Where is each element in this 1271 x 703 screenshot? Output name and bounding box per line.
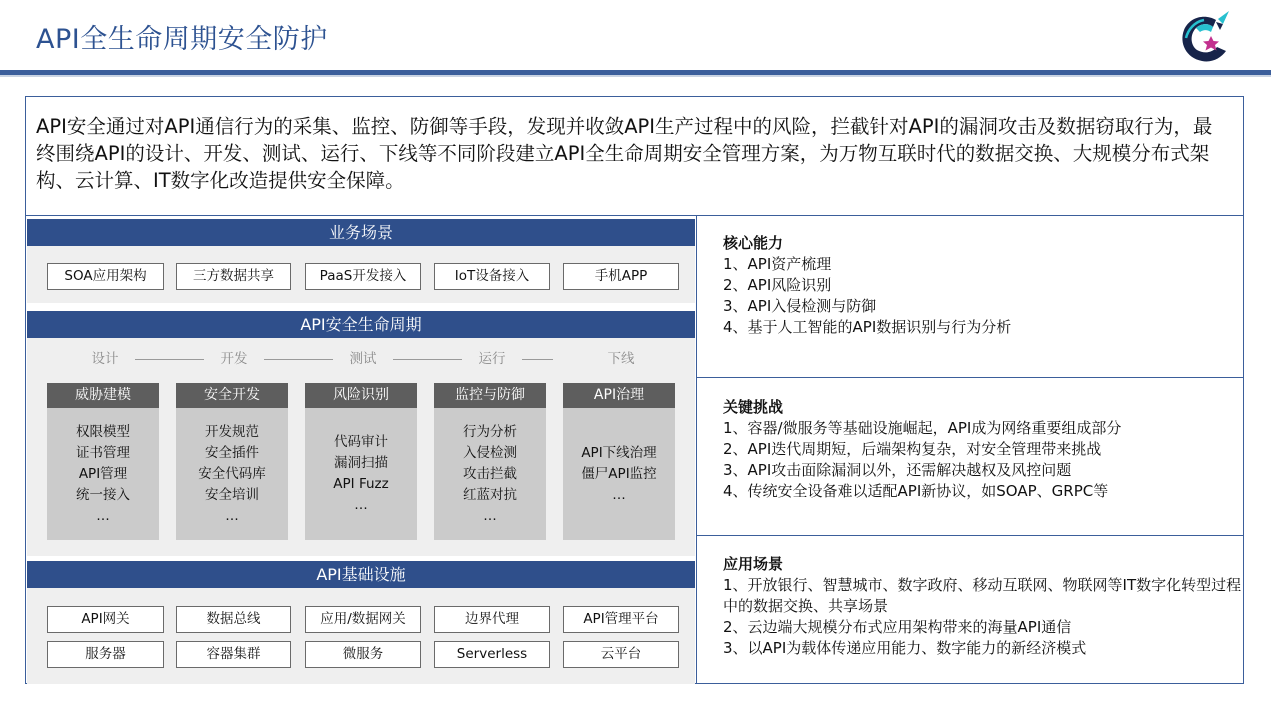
column-line: 开发规范 [205,423,259,440]
business-item: IoT设备接入 [434,263,550,290]
stage-label: 开发 [204,347,264,371]
column-head-monitoring-defense: 监控与防御 [434,383,546,408]
infra-item: 微服务 [305,641,421,668]
core-capability-item: 4、基于人工智能的API数据识别与行为分析 [723,318,1012,336]
column-body-api-governance [563,408,675,540]
column-body-monitoring-defense [434,408,546,540]
stage-label: 下线 [591,347,651,371]
column-line: 证书管理 [76,444,130,461]
infrastructure-area [27,588,695,684]
column-line: API下线治理 [581,444,657,461]
key-challenges-heading: 关键挑战 [723,398,784,416]
challenge-item: 1、容器/微服务等基础设施崛起，API成为网络重要组成部分 [723,419,1122,437]
stage-label: 测试 [333,347,393,371]
scenario-item: 1、开放银行、智慧城市、数字政府、移动互联网、物联网等IT数字化转型过程中的数据交换、共享场景 [723,576,1242,615]
column-head-risk-identification: 风险识别 [305,383,417,408]
content-frame [25,96,1244,684]
stage-label: 设计 [75,347,135,371]
infra-item: 边界代理 [434,606,550,633]
header-rule-light [0,75,1271,77]
column-line: 安全代码库 [198,465,266,482]
column-body-secure-dev [176,408,288,540]
column-line: 统一接入 [76,486,130,503]
infra-item: API管理平台 [563,606,679,633]
challenge-item: 4、传统安全设备难以适配API新协议，如SOAP、GRPC等 [723,482,1109,500]
column-head-threat-modeling: 威胁建模 [47,383,159,408]
core-capability-item: 2、API风险识别 [723,276,832,294]
infra-item: Serverless [434,641,550,668]
key-challenges-section [723,397,1243,502]
column-head-secure-dev: 安全开发 [176,383,288,408]
business-item: 手机APP [563,263,679,290]
column-line: … [483,507,497,524]
column-line: 漏洞扫描 [334,455,388,471]
column-line: 入侵检测 [463,444,517,461]
column-line: 僵尸API监控 [581,465,657,482]
column-line: 攻击拦截 [463,465,517,482]
column-line: … [96,507,110,524]
infra-item: API网关 [47,606,164,633]
column-body-risk-identification [305,408,417,540]
core-capability-item: 3、API入侵检测与防御 [723,297,877,315]
page-title: API全生命周期安全防护 [36,24,328,55]
lifecycle-band: API安全生命周期 [27,311,695,338]
application-scenarios-heading: 应用场景 [723,555,784,573]
column-head-api-governance: API治理 [563,383,675,408]
business-item: PaaS开发接入 [305,263,421,290]
business-band: 业务场景 [27,219,695,246]
core-capability-item: 1、API资产梳理 [723,255,832,273]
column-line: API Fuzz [333,476,389,492]
column-line: API管理 [78,465,128,482]
infra-item: 服务器 [47,641,164,668]
column-body-threat-modeling [47,408,159,540]
right-divider [697,377,1243,378]
challenge-item: 2、API迭代周期短，后端架构复杂，对安全管理带来挑战 [723,440,1102,458]
scenario-item: 2、云边端大规模分布式应用架构带来的海量API通信 [723,618,1072,636]
stage-timeline [27,347,695,371]
column-line: 权限模型 [76,423,130,440]
column-line: … [225,507,239,524]
infrastructure-band: API基础设施 [27,561,695,588]
infra-item: 数据总线 [176,606,291,633]
core-capabilities-heading: 核心能力 [723,234,784,252]
challenge-item: 3、API攻击面除漏洞以外，还需解决越权及风控问题 [723,461,1072,479]
column-line: 行为分析 [463,423,517,440]
application-scenarios-section [723,554,1243,659]
business-item: SOA应用架构 [47,263,164,290]
column-line: 安全插件 [205,444,259,461]
unicorn-logo-icon [1176,10,1232,66]
column-line: … [612,486,626,503]
right-divider [697,535,1243,536]
infra-item: 应用/数据网关 [305,606,421,633]
scenario-item: 3、以API为载体传递应用能力、数字能力的新经济模式 [723,639,1087,657]
column-line: 红蓝对抗 [463,486,517,503]
panel-divider [696,215,697,684]
column-line: … [354,497,368,513]
intro-paragraph: API安全通过对API通信行为的采集、监控、防御等手段，发现并收敛API生产过程中的风险，拦截针对API的漏洞攻击及数据窃取行为，最终围绕API的设计、开发、测试、运行、下线等不同阶段建立API全生命周期安全管理方案，为万物互联时代的数据交换、大规模分布式架构、云计算、IT数字化改造提供安全保障。 [36,115,1213,192]
intro-divider [26,215,1243,216]
stage-label: 运行 [462,347,522,371]
infra-item: 容器集群 [176,641,291,668]
core-capabilities-section [723,233,1243,338]
infra-item: 云平台 [563,641,679,668]
column-line: 安全培训 [205,486,259,503]
business-item: 三方数据共享 [176,263,291,290]
column-line: 代码审计 [334,434,388,450]
